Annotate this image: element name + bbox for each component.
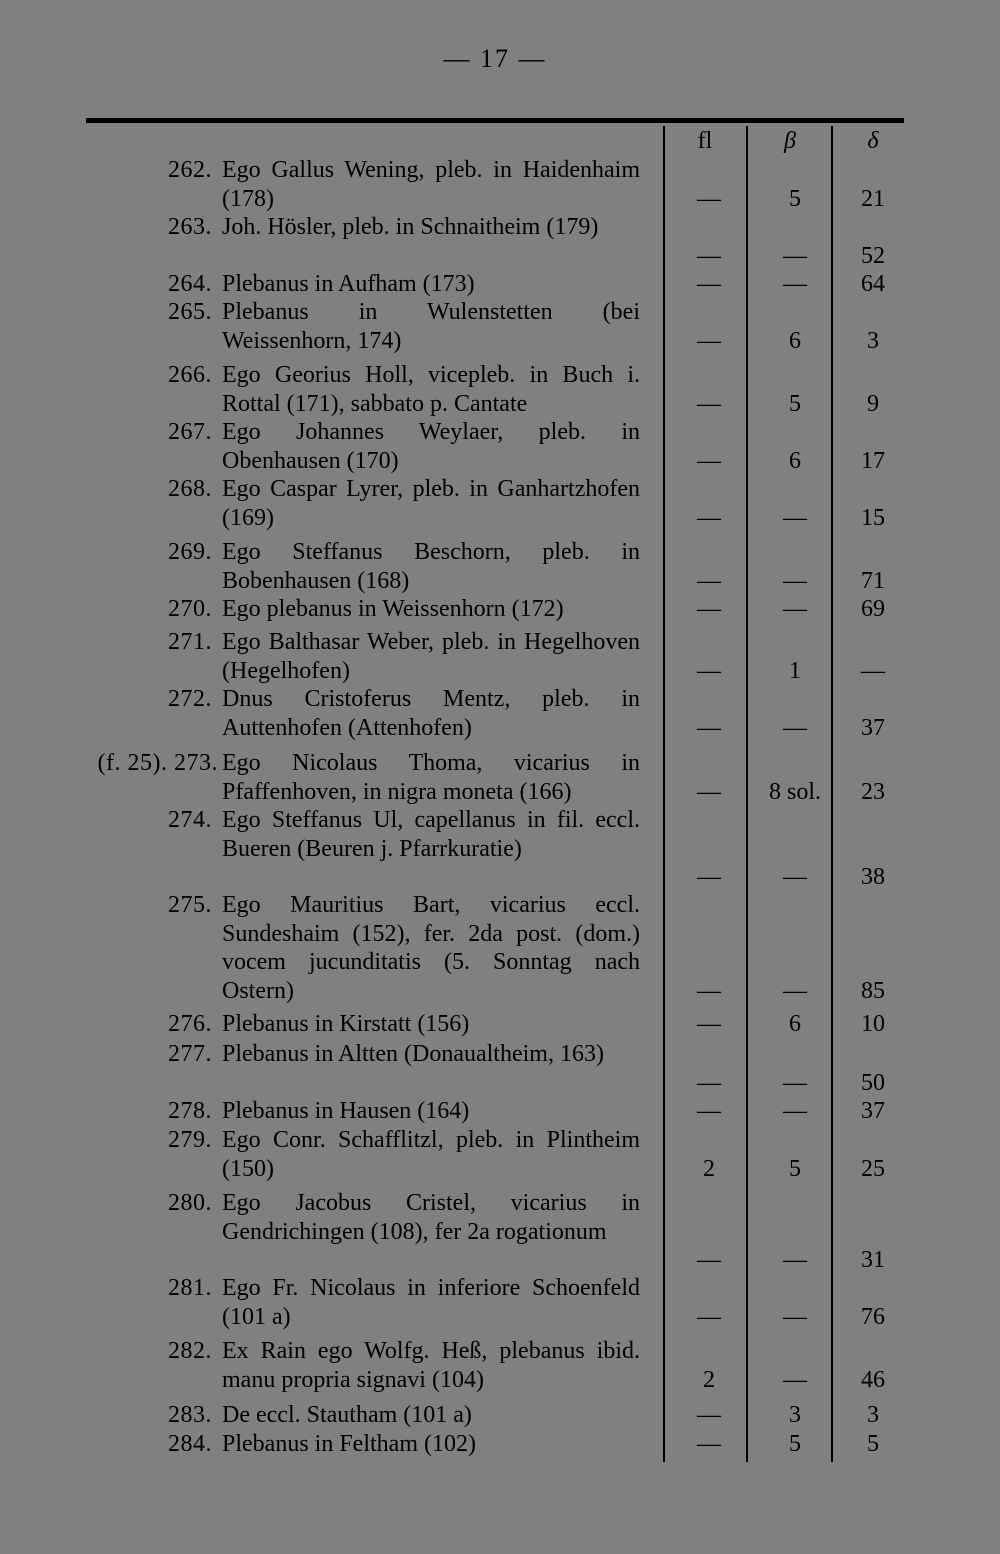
entry-number: 263.: [168, 214, 212, 240]
value-delta: 31: [861, 1247, 885, 1274]
entry-text: Joh. Hösler, pleb. in Schnaitheim (179): [222, 214, 599, 240]
value-florin: —: [697, 271, 721, 297]
value-beta: —: [783, 1098, 807, 1124]
value-beta: —: [783, 567, 807, 594]
value-beta: —: [783, 978, 807, 1005]
value-florin: —: [697, 1069, 721, 1096]
value-florin: —: [697, 447, 721, 474]
entry-text: Ego Steffanus Beschorn, pleb. in Bobenhausen (168): [222, 539, 640, 594]
value-beta: —: [783, 596, 807, 622]
entry-text: Plebanus in Kirstatt (156): [222, 1011, 470, 1037]
value-beta: 6: [789, 327, 801, 354]
value-delta: 5: [867, 1431, 879, 1457]
value-beta: —: [783, 1366, 807, 1393]
value-florin: —: [697, 596, 721, 622]
value-delta: 3: [867, 327, 879, 354]
entry-number: 282.: [168, 1338, 212, 1364]
value-florin: —: [697, 504, 721, 531]
value-florin: —: [697, 390, 721, 417]
entry-text: Ego Caspar Lyrer, pleb. in Ganhartzhofen (169): [222, 476, 640, 531]
value-beta: —: [783, 1069, 807, 1096]
value-beta: 5: [789, 185, 801, 212]
value-delta: 38: [861, 864, 885, 891]
entry-number: 262.: [168, 157, 212, 183]
entry-text: Ego Fr. Nicolaus in inferiore Schoenfeld (101 a): [222, 1275, 640, 1330]
value-beta: —: [783, 864, 807, 891]
value-beta: 3: [789, 1402, 801, 1428]
value-beta: 5: [789, 390, 801, 417]
value-delta: 3: [867, 1402, 879, 1428]
entry-number: 277.: [168, 1041, 212, 1067]
value-florin: 2: [703, 1155, 715, 1182]
entry-text: Ex Rain ego Wolfg. Heß, plebanus ibid. manu propria signavi (104): [222, 1338, 640, 1393]
entry-number: 270.: [168, 596, 212, 622]
entry-number: 274.: [168, 807, 212, 833]
value-delta: 10: [861, 1011, 885, 1037]
entry-number: 275.: [168, 892, 212, 918]
entry-text: Ego Georius Holl, vicepleb. in Buch i. Rottal (171), sabbato p. Cantate: [222, 362, 640, 417]
column-header-florin: fl: [697, 128, 713, 154]
value-florin: —: [697, 778, 721, 805]
entry-number: 266.: [168, 362, 212, 388]
column-header-beta: β: [784, 128, 796, 154]
entry-text: Plebanus in Hausen (164): [222, 1098, 470, 1124]
value-beta: 5: [789, 1431, 801, 1457]
entry-number: 276.: [168, 1011, 212, 1037]
value-florin: —: [697, 978, 721, 1005]
entry-text: Ego Balthasar Weber, pleb. in Hegelhoven (Hegelhofen): [222, 629, 640, 684]
value-beta: 6: [789, 447, 801, 474]
page-number: — 17 —: [443, 44, 547, 73]
entry-text: Dnus Cristoferus Mentz, pleb. in Auttenhofen (Attenhofen): [222, 686, 640, 741]
value-delta: 9: [867, 390, 879, 417]
value-florin: —: [697, 1011, 721, 1037]
entry-text: Plebanus in Feltham (102): [222, 1431, 476, 1457]
entry-number: 267.: [168, 419, 212, 445]
value-florin: —: [697, 567, 721, 594]
entry-number: (f. 25). 273.: [97, 750, 218, 776]
value-delta: 37: [861, 1098, 885, 1124]
entry-text: Ego Johannes Weylaer, pleb. in Obenhausen (170): [222, 419, 640, 474]
entry-text: Ego Gallus Wening, pleb. in Haidenhaim (178): [222, 157, 640, 212]
entry-number: 281.: [168, 1275, 212, 1301]
value-florin: —: [697, 1247, 721, 1274]
entry-number: 278.: [168, 1098, 212, 1124]
entry-number: 271.: [168, 629, 212, 655]
value-delta: 64: [861, 271, 885, 297]
value-beta: 8 sol.: [768, 778, 821, 805]
value-beta: 6: [789, 1011, 801, 1037]
value-delta: 50: [861, 1069, 885, 1096]
entry-number: 264.: [168, 271, 212, 297]
value-delta: 17: [861, 447, 885, 474]
value-delta: 76: [861, 1303, 885, 1330]
value-beta: —: [783, 504, 807, 531]
entry-number: 268.: [168, 476, 212, 502]
value-florin: —: [697, 242, 721, 269]
value-delta: 25: [861, 1155, 885, 1182]
value-delta: 15: [861, 504, 885, 531]
value-delta: 52: [861, 242, 885, 269]
value-delta: 21: [861, 185, 885, 212]
value-beta: —: [783, 242, 807, 269]
value-delta: 46: [861, 1366, 885, 1393]
value-florin: —: [697, 714, 721, 741]
value-delta: 71: [861, 567, 885, 594]
entry-text: Plebanus in Altten (Donaualtheim, 163): [222, 1041, 604, 1067]
entry-text: De eccl. Stautham (101 a): [222, 1402, 472, 1428]
value-florin: —: [697, 1303, 721, 1330]
value-beta: —: [783, 271, 807, 297]
entry-text: Ego Steffanus Ul, capellanus in fil. eccl. Bueren (Beuren j. Pfarrkuratie): [222, 807, 640, 862]
entry-number: 280.: [168, 1190, 212, 1216]
entry-number: 272.: [168, 686, 212, 712]
value-beta: 1: [789, 657, 801, 684]
value-beta: 5: [789, 1155, 801, 1182]
value-florin: —: [697, 327, 721, 354]
value-delta: 69: [861, 596, 885, 622]
value-delta: —: [861, 657, 885, 684]
value-florin: —: [697, 1402, 721, 1428]
value-florin: 2: [703, 1366, 715, 1393]
entry-number: 284.: [168, 1431, 212, 1457]
column-header-delta: δ: [867, 128, 879, 154]
entry-text: Ego Mauritius Bart, vicarius eccl. Sundeshaim (152), fer. 2da post. (dom.) vocem jucunditatis (5. Sonntag nach Ostern): [222, 892, 640, 1005]
entry-text: Ego plebanus in Weissenhorn (172): [222, 596, 564, 622]
entry-text: Ego Jacobus Cristel, vicarius in Gendrichingen (108), fer 2a rogationum: [222, 1190, 640, 1245]
value-delta: 37: [861, 714, 885, 741]
value-beta: —: [783, 1247, 807, 1274]
value-florin: —: [697, 1098, 721, 1124]
entry-text: Plebanus in Aufham (173): [222, 271, 475, 297]
entry-text: Ego Conr. Schafflitzl, pleb. in Plintheim (150): [222, 1127, 640, 1182]
entry-text: Ego Nicolaus Thoma, vicarius in Pfaffenhoven, in nigra moneta (166): [222, 750, 640, 805]
value-delta: 23: [861, 778, 885, 805]
value-florin: —: [697, 1431, 721, 1457]
entry-number: 283.: [168, 1402, 212, 1428]
value-beta: —: [783, 714, 807, 741]
value-florin: —: [697, 185, 721, 212]
entry-text: Plebanus in Wulenstetten (bei Weissenhorn, 174): [222, 299, 640, 354]
entry-number: 265.: [168, 299, 212, 325]
value-florin: —: [697, 864, 721, 891]
value-florin: —: [697, 657, 721, 684]
value-delta: 85: [861, 978, 885, 1005]
entry-number: 279.: [168, 1127, 212, 1153]
entry-number: 269.: [168, 539, 212, 565]
value-beta: —: [783, 1303, 807, 1330]
